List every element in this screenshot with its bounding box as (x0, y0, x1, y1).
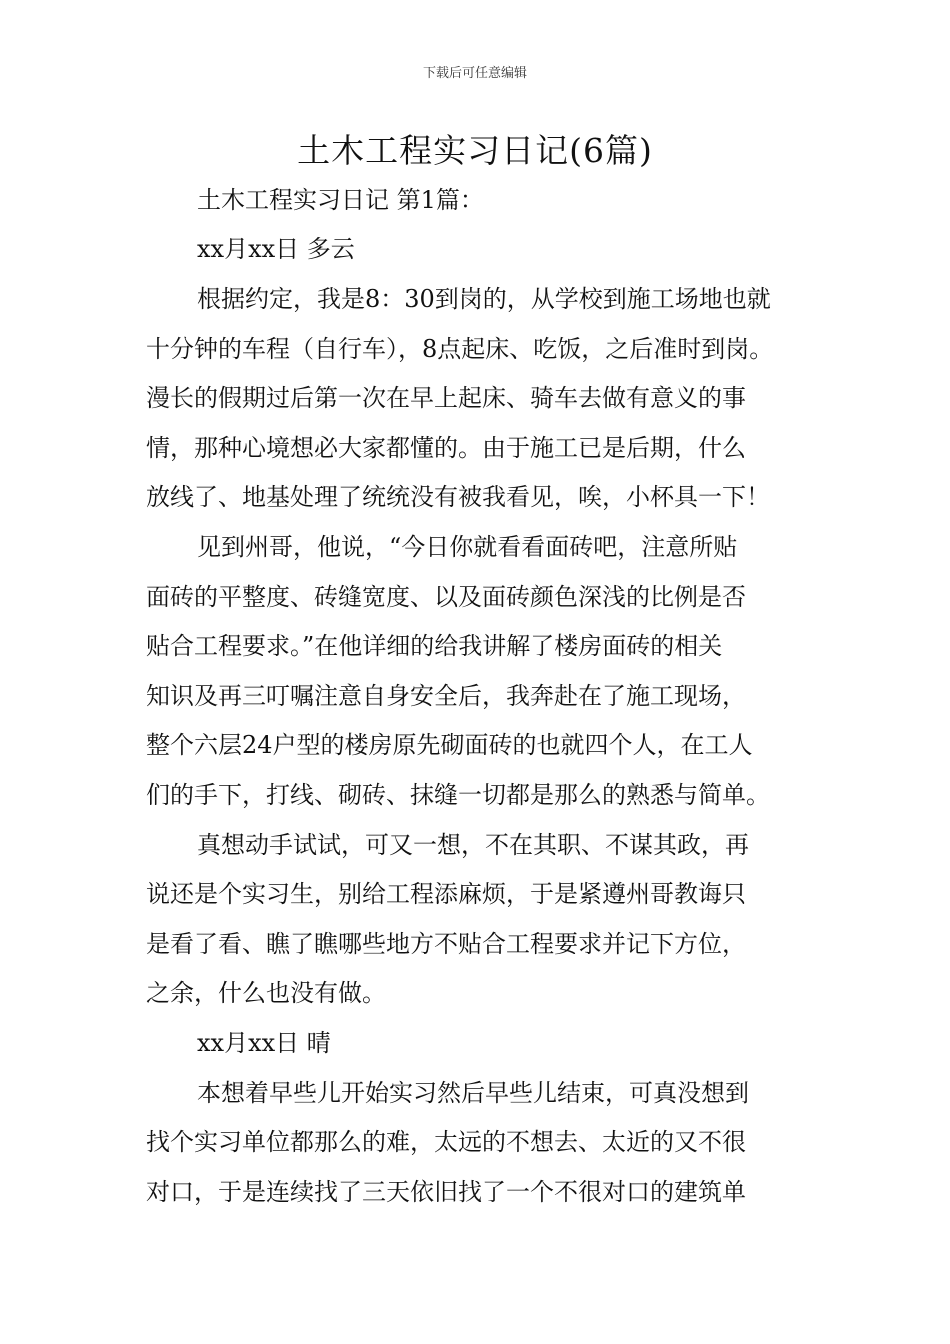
paragraph-2-line-3: 贴合工程要求。”在他详细的给我讲解了楼房面砖的相关 (146, 632, 723, 660)
paragraph-1-line-1: 根据约定，我是8：30到岗的，从学校到施工场地也就 (197, 285, 771, 313)
diary-date-1: xx月xx日 多云 (197, 235, 355, 263)
paragraph-1-line-4: 情，那种心境想必大家都懂的。由于施工已是后期，什么 (146, 434, 746, 462)
paragraph-2-line-1: 见到州哥，他说，“今日你就看看面砖吧，注意所贴 (197, 533, 738, 561)
paragraph-3-line-1: 真想动手试试，可又一想，不在其职、不谋其政，再 (197, 831, 749, 859)
paragraph-4-line-1: 本想着早些儿开始实习然后早些儿结束，可真没想到 (197, 1079, 749, 1107)
paragraph-2-line-6: 们的手下，打线、砌砖、抹缝一切都是那么的熟悉与简单。 (146, 781, 770, 809)
paragraph-4-line-3: 对口，于是连续找了三天依旧找了一个不很对口的建筑单 (146, 1178, 746, 1206)
diary-date-2: xx月xx日 晴 (197, 1029, 331, 1057)
paragraph-3-line-3: 是看了看、瞧了瞧哪些地方不贴合工程要求并记下方位， (146, 930, 746, 958)
paragraph-2-line-2: 面砖的平整度、砖缝宽度、以及面砖颜色深浅的比例是否 (146, 583, 746, 611)
paragraph-3-line-2: 说还是个实习生，别给工程添麻烦，于是紧遵州哥教诲只 (146, 880, 746, 908)
paragraph-1-line-2: 十分钟的车程（自行车），8点起床、吃饭，之后准时到岗。 (146, 335, 774, 363)
section-heading-1: 土木工程实习日记 第1篇： (197, 186, 484, 214)
header-note: 下载后可任意编辑 (422, 66, 527, 81)
paragraph-3-line-4: 之余，什么也没有做。 (146, 979, 386, 1007)
paragraph-2-line-4: 知识及再三叮嘱注意自身安全后，我奔赴在了施工现场， (146, 682, 746, 710)
paragraph-4-line-2: 找个实习单位都那么的难，太远的不想去、太近的又不很 (146, 1128, 746, 1156)
paragraph-1-line-3: 漫长的假期过后第一次在早上起床、骑车去做有意义的事 (146, 384, 746, 412)
paragraph-2-line-5: 整个六层24户型的楼房原先砌面砖的也就四个人，在工人 (146, 731, 753, 759)
paragraph-1-line-5: 放线了、地基处理了统统没有被我看见，唉，小杯具一下！ (146, 483, 770, 511)
document-title: 土木工程实习日记(6篇) (297, 131, 653, 170)
